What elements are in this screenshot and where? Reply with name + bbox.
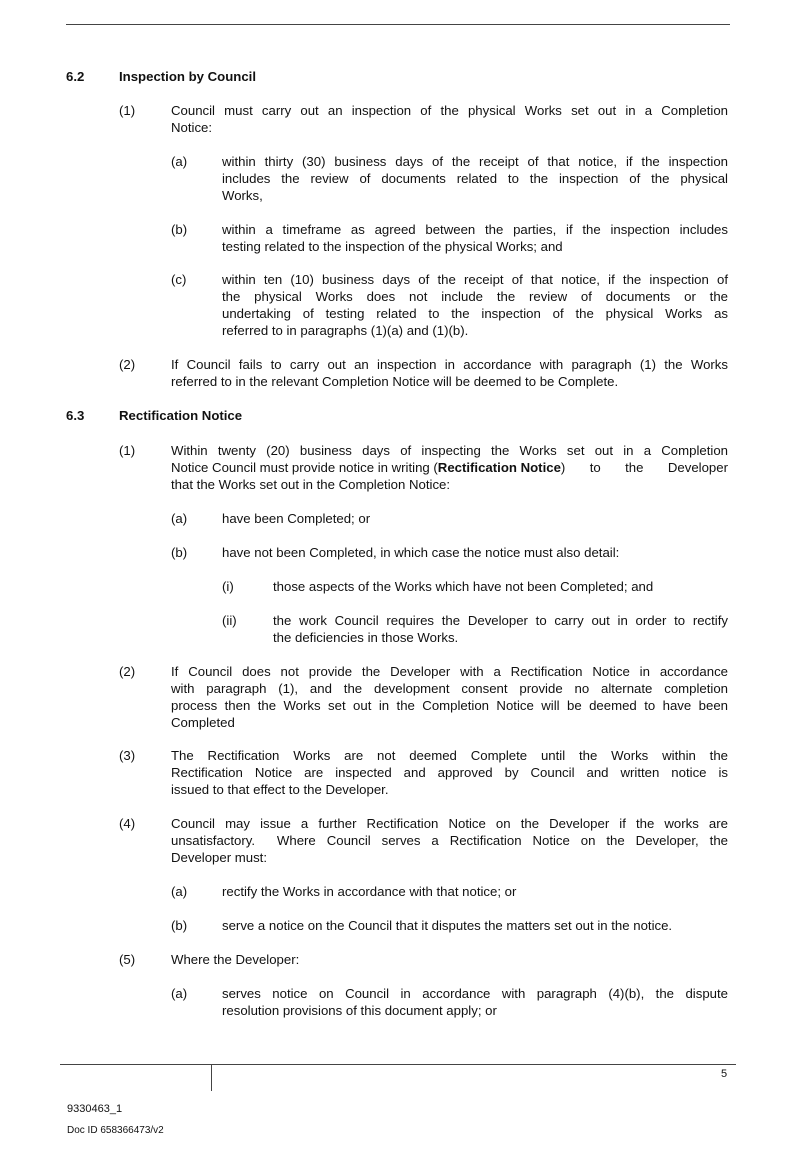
paragraph-text-line: Rectification Notice are inspected and approved by Council and written notice is [171, 765, 728, 780]
paragraph-number: (3) [119, 748, 136, 763]
item-text-line: within a timeframe as agreed between the parties, if the inspection includes [222, 222, 728, 237]
defined-term: Rectification Notice [437, 460, 561, 475]
section-number: 6.3 [66, 408, 85, 423]
text-word: the [625, 460, 644, 475]
item-number: (a) [171, 884, 188, 899]
subitem-text-line: those aspects of the Works which have not been Completed; and [273, 579, 654, 594]
paragraph-text-line: Council must carry out an inspection of the physical Works set out in a Completion [171, 103, 728, 118]
text-word: Developer [667, 460, 728, 475]
text-run: Notice Council must provide notice in writing ( [171, 460, 438, 475]
item-text-line: testing related to the inspection of the physical Works; and [222, 239, 563, 254]
paragraph-number: (2) [119, 664, 136, 679]
item-text-line: rectify the Works in accordance with that notice; or [222, 884, 517, 899]
paragraph-text-line: issued to that effect to the Developer. [171, 782, 389, 797]
item-text-line: have not been Completed, in which case the notice must also detail: [222, 545, 620, 560]
paragraph-text-line: unsatisfactory. Where Council serves a Rectification Notice on the Developer, the [171, 833, 728, 848]
subitem-number: (i) [222, 579, 234, 594]
paragraph-text-line: Where the Developer: [171, 952, 300, 967]
paragraph-text-line: Completed [171, 715, 235, 730]
text-word: ) [560, 460, 566, 475]
text-word: to [589, 460, 601, 475]
item-text-line: resolution provisions of this document apply; or [222, 1003, 497, 1018]
item-number: (c) [171, 272, 187, 287]
paragraph-text-line: referred to in the relevant Completion Notice will be deemed to be Complete. [171, 374, 619, 389]
section-number: 6.2 [66, 69, 85, 84]
item-number: (b) [171, 545, 188, 560]
item-number: (a) [171, 154, 188, 169]
header-rule [66, 24, 730, 25]
paragraph-text-line [171, 459, 728, 476]
footer-rule [60, 1064, 736, 1065]
item-text-line: within thirty (30) business days of the receipt of that notice, if the inspection [222, 154, 728, 169]
paragraph-number: (2) [119, 357, 136, 372]
text-run [561, 459, 728, 476]
paragraph-number: (1) [119, 103, 136, 118]
item-text-line: undertaking of testing related to the inspection of the physical Works as [222, 306, 728, 321]
paragraph-text-line: process then the Works set out in the Completion Notice will be deemed to have been [171, 698, 728, 713]
item-text-line: have been Completed; or [222, 511, 371, 526]
paragraph-number: (4) [119, 816, 136, 831]
doc-id: Doc ID 658366473/v2 [67, 1125, 164, 1136]
paragraph-text-line: with paragraph (1), and the development consent provide no alternate completion [171, 681, 728, 696]
subitem-text-line: the deficiencies in those Works. [273, 630, 459, 645]
item-text-line: includes the review of documents related to the inspection of the physical [222, 171, 728, 186]
item-text-line: serve a notice on the Council that it disputes the matters set out in the notice. [222, 918, 673, 933]
paragraph-text-line: that the Works set out in the Completion Notice: [171, 477, 451, 492]
item-number: (b) [171, 222, 188, 237]
paragraph-text-line: Developer must: [171, 850, 268, 865]
item-text-line: within ten (10) business days of the receipt of that notice, if the inspection of [222, 272, 728, 287]
paragraph-text-line: Within twenty (20) business days of inspecting the Works set out in a Completion [171, 443, 728, 458]
doc-reference: 9330463_1 [67, 1103, 123, 1115]
subitem-number: (ii) [222, 613, 237, 628]
section-heading: Rectification Notice [119, 408, 243, 423]
page-number: 5 [721, 1068, 728, 1080]
subitem-text-line: the work Council requires the Developer to carry out in order to rectify [273, 613, 728, 628]
paragraph-number: (5) [119, 952, 136, 967]
item-text-line: the physical Works does not include the review of documents or the [222, 289, 728, 304]
paragraph-text-line: If Council does not provide the Developer with a Rectification Notice in accordance [171, 664, 728, 679]
item-text-line: referred to in paragraphs (1)(a) and (1)(b). [222, 323, 469, 338]
paragraph-text-line: Council may issue a further Rectification Notice on the Developer if the works are [171, 816, 728, 831]
section-heading: Inspection by Council [119, 69, 257, 84]
paragraph-text-line: If Council fails to carry out an inspection in accordance with paragraph (1) the Works [171, 357, 728, 372]
item-text-line: serves notice on Council in accordance with paragraph (4)(b), the dispute [222, 986, 728, 1001]
item-text-line: Works, [222, 188, 263, 203]
paragraph-text-line: Notice: [171, 120, 213, 135]
item-number: (b) [171, 918, 188, 933]
footer-divider [211, 1064, 212, 1091]
paragraph-text-line: The Rectification Works are not deemed Complete until the Works within the [171, 748, 728, 763]
item-number: (a) [171, 986, 188, 1001]
item-number: (a) [171, 511, 188, 526]
paragraph-number: (1) [119, 443, 136, 458]
